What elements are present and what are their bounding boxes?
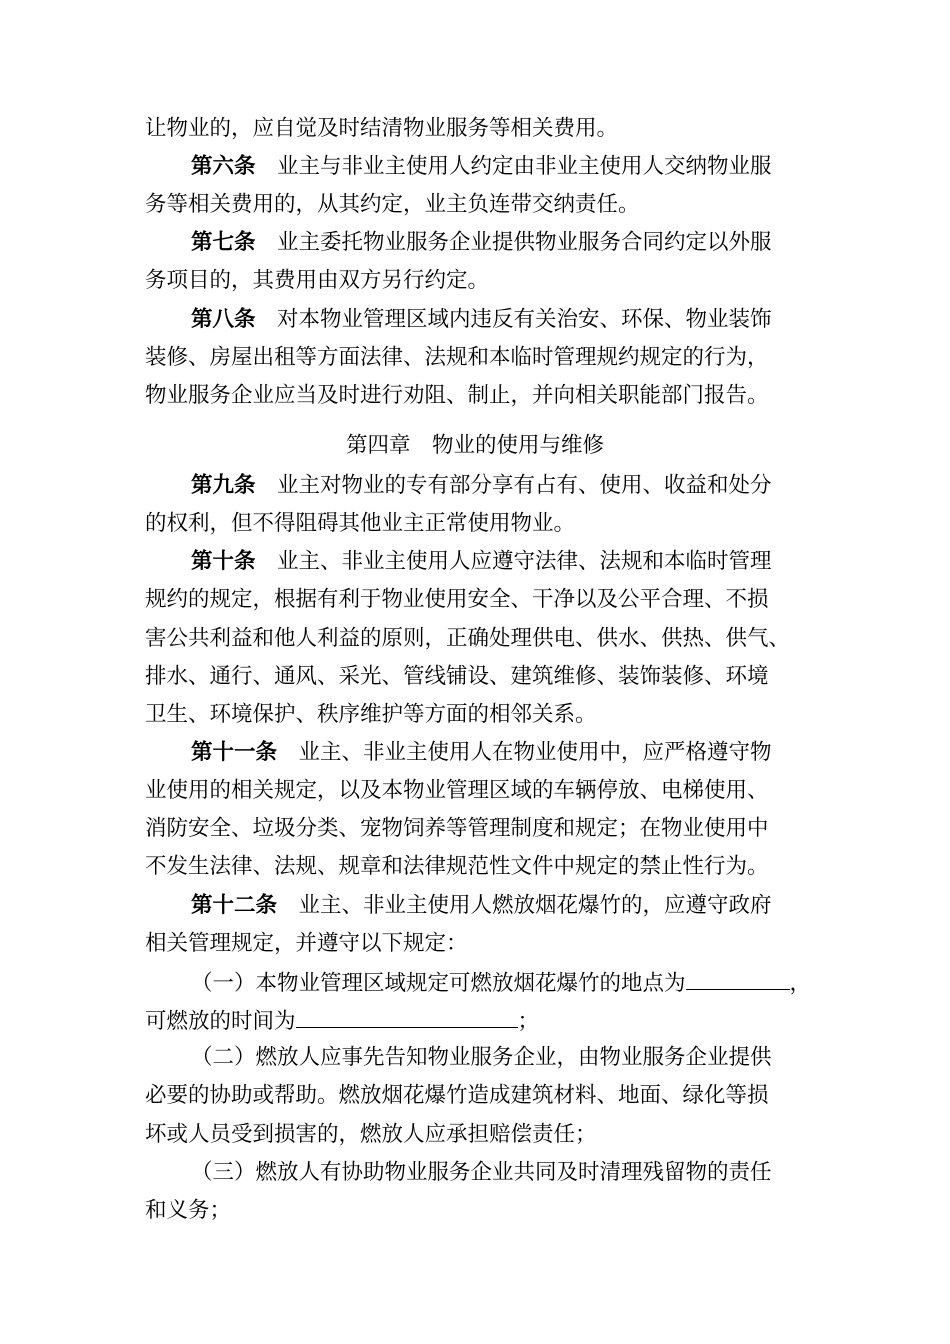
text-line: 必要的协助或帮助。燃放烟花爆竹造成建筑材料、地面、绿化等损	[145, 1083, 769, 1108]
text-line: 规约的规定，根据有利于物业使用安全、干净以及公平合理、不损	[145, 587, 769, 612]
punctuation: ，	[789, 971, 812, 996]
article-12-line	[191, 891, 772, 921]
text-line: 消防安全、垃圾分类、宠物饲养等管理制度和规定；在物业使用中	[145, 816, 769, 841]
fill-in-blank-time[interactable]	[296, 1005, 518, 1028]
clause-text: （一）本物业管理区域规定可燃放烟花爆竹的地点为	[191, 971, 686, 996]
article-label: 第六条	[191, 154, 256, 179]
article-label: 第十条	[191, 549, 256, 574]
text-line: 物业服务企业应当及时进行劝阻、制止，并向相关职能部门报告。	[145, 383, 769, 408]
article-9-line	[191, 471, 772, 501]
text-line: 不发生法律、法规、规章和法律规范性文件中规定的禁止性行为。	[145, 854, 769, 879]
text-line: 业使用的相关规定，以及本物业管理区域的车辆停放、电梯使用、	[145, 778, 769, 803]
clause-3-line: （三）燃放人有协助物业服务企业共同及时清理残留物的责任	[191, 1160, 772, 1185]
text-line: 卫生、环境保护、秩序维护等方面的相邻关系。	[145, 702, 597, 727]
article-text: 业主对物业的专有部分享有占有、使用、收益和处分	[255, 473, 772, 498]
chapter-heading: 第四章 物业的使用与维修	[345, 433, 604, 458]
article-7-line	[191, 228, 772, 258]
text-line: 坏或人员受到损害的，燃放人应承担赔偿责任；	[145, 1122, 597, 1147]
text-line: 害公共利益和他人利益的原则，正确处理供电、供水、供热、供气、	[145, 626, 791, 651]
clause-2-line: （二）燃放人应事先告知物业服务企业，由物业服务企业提供	[191, 1045, 772, 1070]
text-line: 装修、房屋出租等方面法律、法规和本临时管理规约规定的行为，	[145, 345, 769, 370]
article-10-line	[191, 547, 772, 577]
article-6-line	[191, 152, 772, 182]
article-text: 对本物业管理区域内违反有关治安、环保、物业装饰	[255, 307, 772, 332]
article-text: 业主、非业主使用人应遵守法律、法规和本临时管理	[255, 549, 772, 574]
clause-1-cont-line	[145, 1005, 539, 1037]
article-text: 业主、非业主使用人燃放烟花爆竹的，应遵守政府	[277, 893, 772, 918]
text-line: 让物业的，应自觉及时结清物业服务等相关费用。	[145, 116, 619, 141]
article-11-line	[191, 738, 772, 768]
article-text: 业主、非业主使用人在物业使用中，应严格遵守物	[277, 740, 772, 765]
text-line: 和义务；	[145, 1198, 232, 1223]
article-8-line	[191, 305, 772, 335]
article-text: 业主委托物业服务企业提供物业服务合同约定以外服	[255, 230, 772, 255]
article-text: 业主与非业主使用人约定由非业主使用人交纳物业服	[255, 154, 772, 179]
clause-text: 可燃放的时间为	[145, 1009, 296, 1034]
article-label: 第九条	[191, 473, 256, 498]
text-line: 的权利，但不得阻碍其他业主正常使用物业。	[145, 511, 576, 536]
text-line: 务项目的，其费用由双方另行约定。	[145, 268, 490, 293]
punctuation: ；	[517, 1009, 540, 1034]
text-line: 相关管理规定，并遵守以下规定：	[145, 931, 468, 956]
fill-in-blank-location[interactable]	[686, 967, 790, 990]
text-line: 排水、通行、通风、采光、管线铺设、建筑维修、装饰装修、环境	[145, 664, 769, 689]
article-label: 第十一条	[191, 740, 278, 765]
article-label: 第七条	[191, 230, 256, 255]
article-label: 第八条	[191, 307, 256, 332]
text-line: 务等相关费用的，从其约定，业主负连带交纳责任。	[145, 192, 640, 217]
clause-1-line	[191, 967, 811, 999]
article-label: 第十二条	[191, 893, 278, 918]
